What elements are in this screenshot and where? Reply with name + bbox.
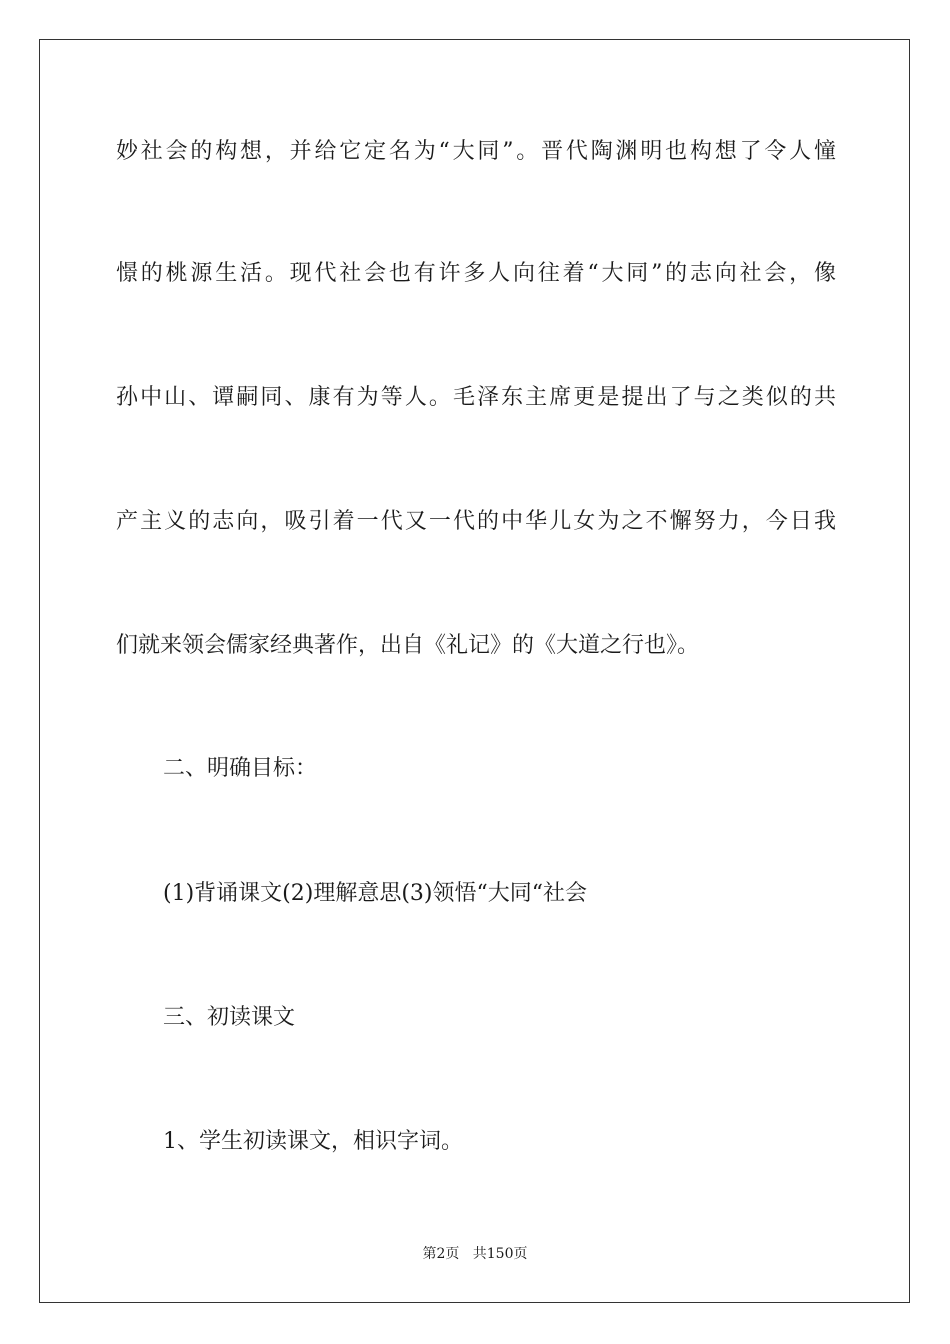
paragraph-line: 们就来领会儒家经典著作，出自《礼记》的《大道之行也》。 xyxy=(116,633,700,658)
page-number-footer: 第2页 共150页 xyxy=(422,1246,528,1262)
paragraph-line: 孙中山、谭嗣同、康有为等人。毛泽东主席更是提出了与之类似的共 xyxy=(116,385,836,410)
page-border xyxy=(39,39,910,1303)
paragraph-line: 妙社会的构想，并给它定名为“大同”。晋代陶渊明也构想了令人憧 xyxy=(116,139,836,164)
section-heading: 二、明确目标： xyxy=(163,756,318,781)
list-item: 1、学生初读课文，相识字词。 xyxy=(163,1129,463,1154)
paragraph-line: 产主义的志向，吸引着一代又一代的中华儿女为之不懈努力，今日我 xyxy=(116,509,836,534)
goals-text: (1)背诵课文(2)理解意思(3)领悟“大同“社会 xyxy=(163,881,587,906)
paragraph-line: 憬的桃源生活。现代社会也有许多人向往着“大同”的志向社会，像 xyxy=(116,261,836,286)
section-heading: 三、初读课文 xyxy=(163,1005,296,1030)
